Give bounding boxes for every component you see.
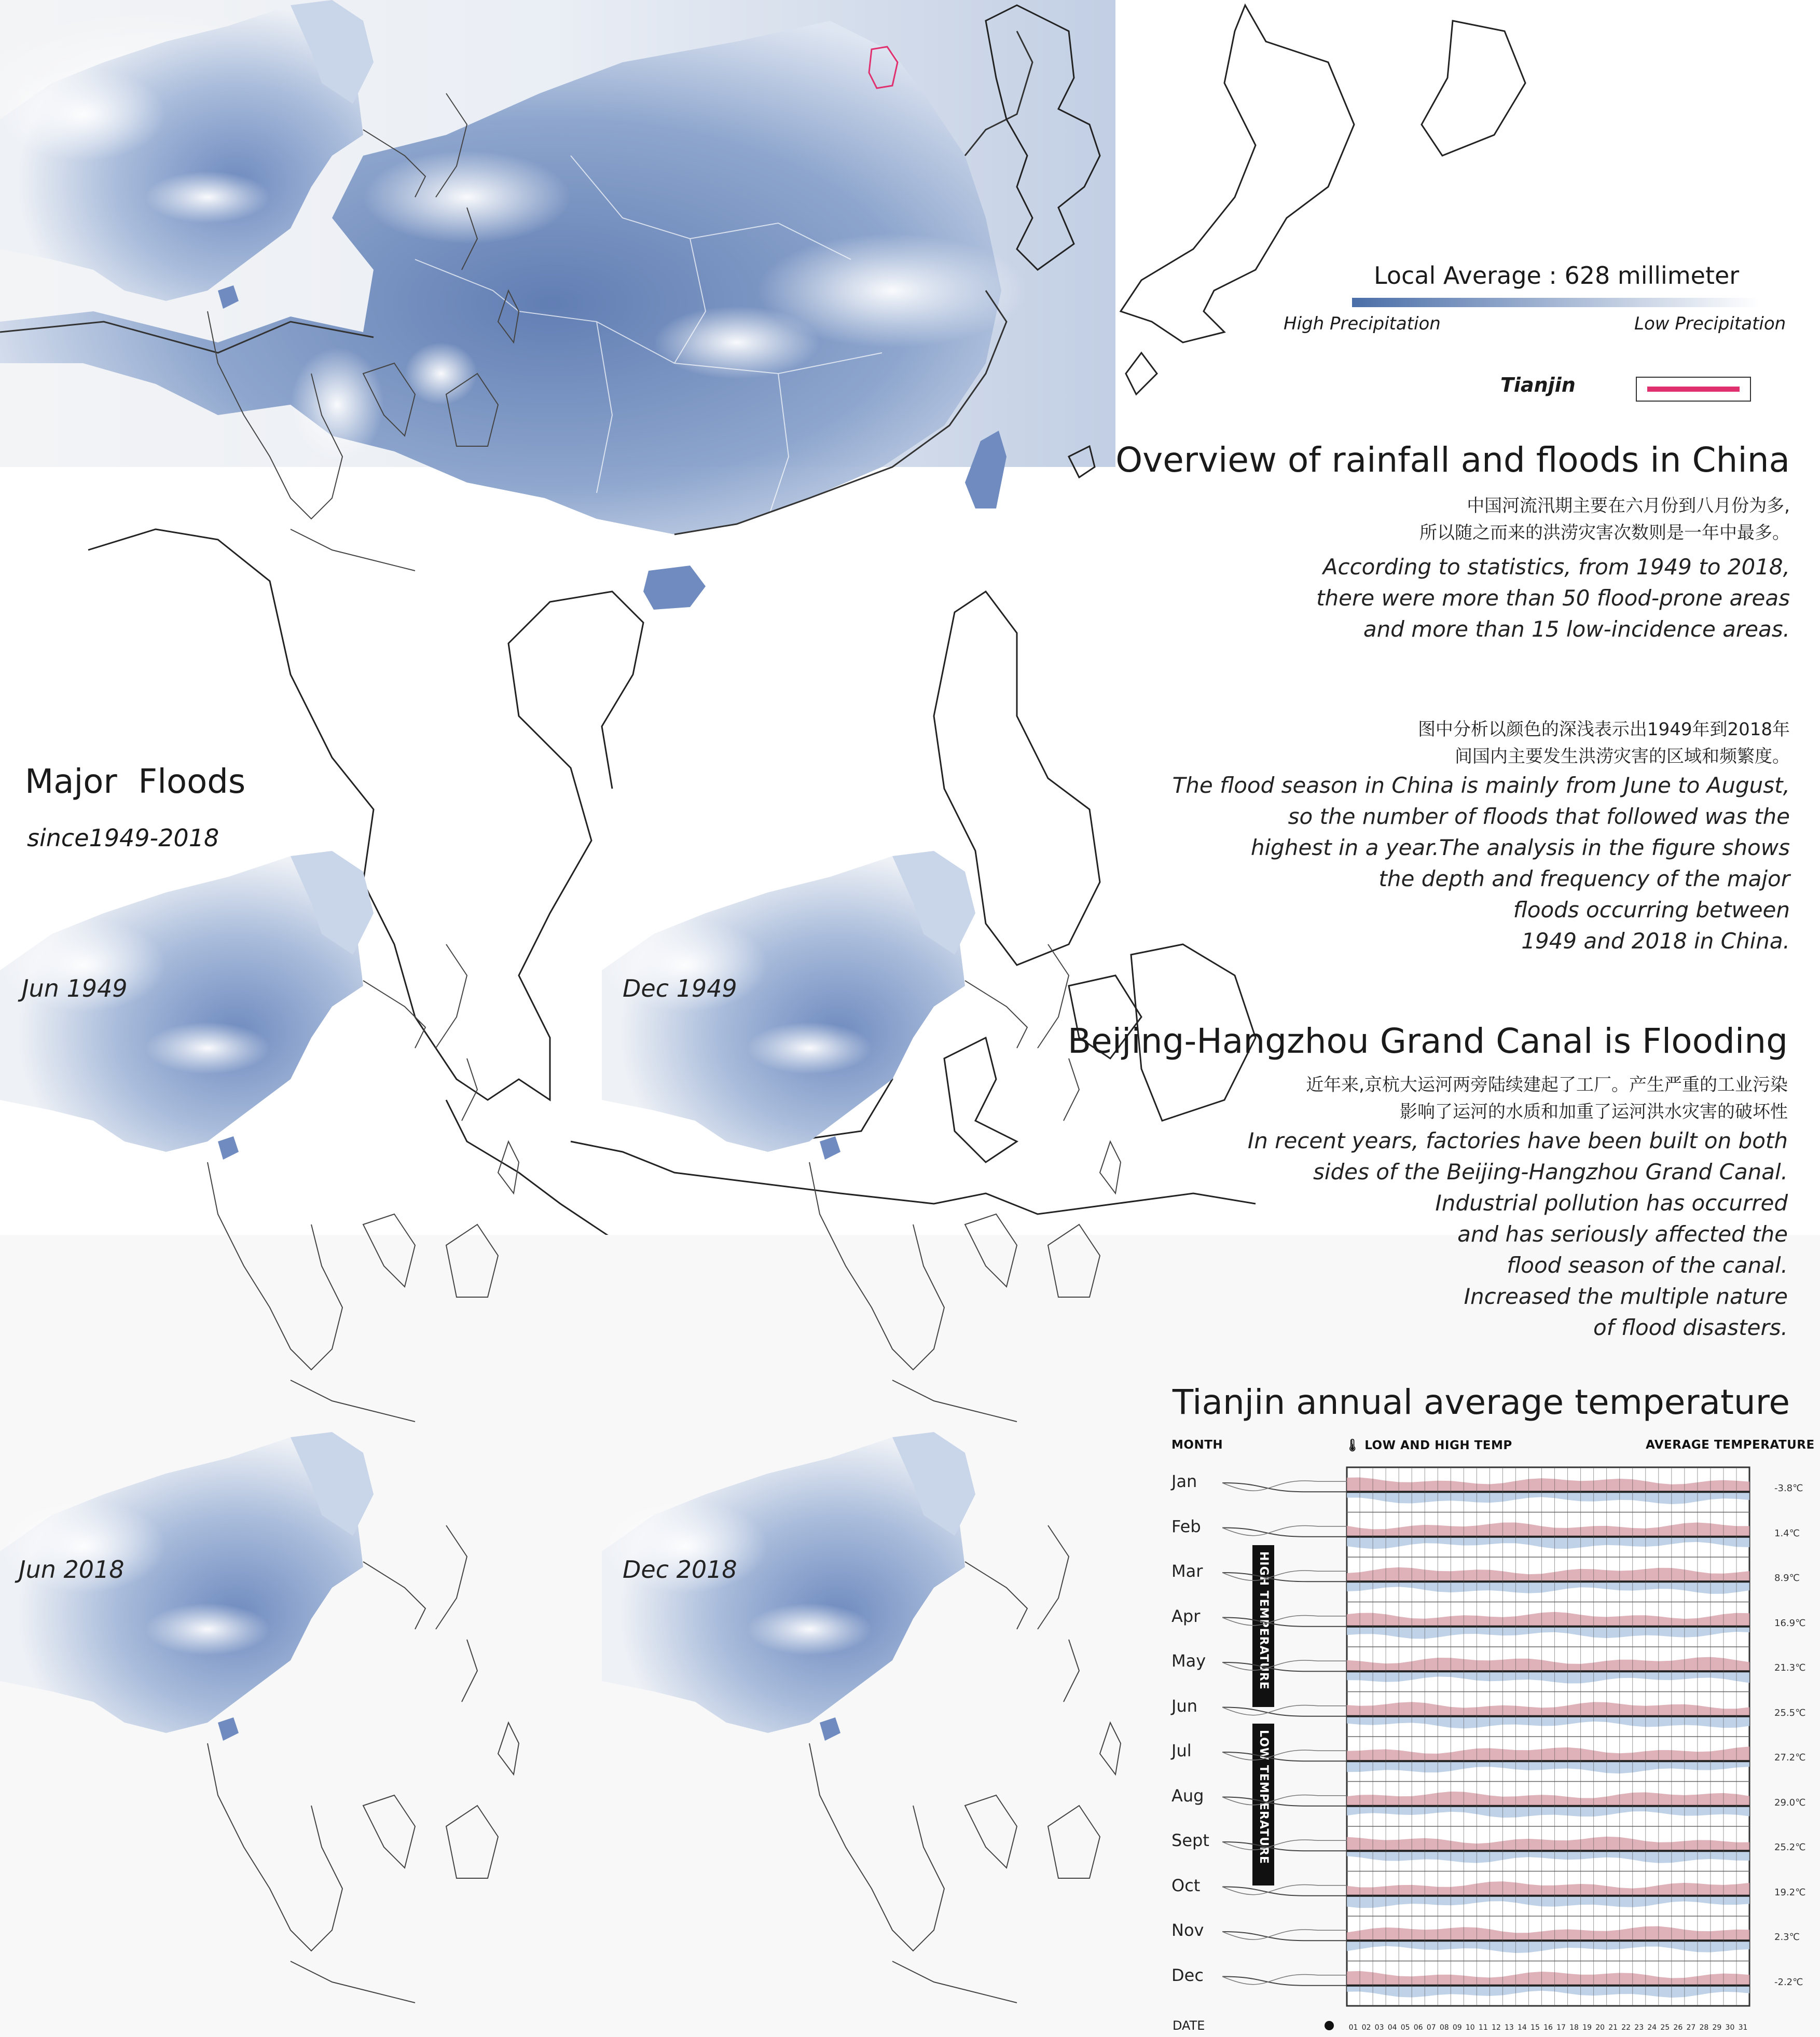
day-tick-label: 01 — [1348, 2024, 1358, 2032]
month-connector — [1222, 1528, 1347, 1537]
average-temp-value: 1.4℃ — [1774, 1527, 1800, 1539]
column-header-month: MONTH — [1171, 1438, 1223, 1452]
month-connector — [1222, 1797, 1347, 1806]
day-tick-label: 21 — [1608, 2024, 1618, 2032]
day-tick-label: 08 — [1439, 2024, 1449, 2032]
month-connector — [1222, 1705, 1347, 1715]
month-connector — [1222, 1932, 1347, 1940]
low-temperature-label: LOW TEMPERATURE — [1252, 1724, 1274, 1885]
month-label: Jun — [1171, 1696, 1197, 1716]
day-tick-label: 14 — [1518, 2024, 1527, 2032]
month-connector — [1222, 1887, 1347, 1896]
month-connector — [1222, 1842, 1347, 1851]
month-connector — [1222, 1660, 1347, 1670]
overview-cn-line-1: 中国河流汛期主要在六月份到八月份为多, — [1467, 496, 1790, 516]
month-label: Apr — [1171, 1606, 1201, 1626]
day-tick-label: 24 — [1647, 2024, 1657, 2032]
average-temp-value: 25.5℃ — [1774, 1707, 1806, 1718]
canal-en-line: of flood disasters. — [1593, 1315, 1788, 1340]
canal-en-line: Increased the multiple nature — [1464, 1284, 1788, 1309]
legend-city-label: Tianjin — [1500, 374, 1576, 396]
day-tick-label: 25 — [1660, 2024, 1670, 2032]
overview-title: Overview of rainfall and floods in China — [1115, 440, 1790, 480]
month-connector — [1222, 1618, 1347, 1627]
overview-en-line-1: According to statistics, from 1949 to 2018, — [1322, 554, 1790, 580]
month-connector — [1222, 1930, 1347, 1939]
legend-high-label: High Precipitation — [1284, 313, 1441, 334]
day-tick-label: 10 — [1465, 2024, 1475, 2032]
day-tick-label: 29 — [1712, 2024, 1722, 2032]
analysis-cn-line-2: 间国内主要发生洪涝灾害的区域和频繁度。 — [1455, 746, 1790, 767]
thermometer-icon: 🌡 — [1345, 1439, 1360, 1452]
canal-en-line: Industrial pollution has occurred — [1435, 1190, 1788, 1216]
day-tick-label: 22 — [1621, 2024, 1631, 2032]
month-connector — [1222, 1752, 1347, 1761]
day-tick-label: 16 — [1543, 2024, 1553, 2032]
day-tick-label: 30 — [1725, 2024, 1735, 2032]
average-temp-value: 21.3℃ — [1774, 1662, 1806, 1673]
month-label: Nov — [1171, 1920, 1204, 1940]
day-tick-label: 27 — [1686, 2024, 1696, 2032]
month-connector — [1222, 1840, 1347, 1850]
month-connector — [1222, 1525, 1347, 1535]
canal-cn-line-1: 近年来,京杭大运河两旁陆续建起了工厂。产生严重的工业污染 — [1306, 1075, 1788, 1095]
legend-average-label: Local Average : 628 millimeter — [1374, 261, 1740, 290]
overview-en-line-2: there were more than 50 flood-prone areas — [1316, 585, 1790, 611]
date-label: DATE — [1173, 2018, 1205, 2033]
month-label: Sept — [1171, 1830, 1209, 1850]
major-floods-title: Major Floods — [25, 763, 246, 801]
clock-icon — [1325, 2021, 1334, 2030]
month-connector — [1222, 1795, 1347, 1805]
month-connector — [1222, 1571, 1347, 1580]
day-tick-label: 20 — [1595, 2024, 1605, 2032]
day-tick-label: 26 — [1673, 2024, 1683, 2032]
column-header-low-high-text: LOW AND HIGH TEMP — [1364, 1439, 1512, 1452]
map-label-dec-2018: Dec 2018 — [623, 1556, 737, 1584]
canal-cn-line-2: 影响了运河的水质和加重了运河洪水灾害的破坏性 — [1400, 1102, 1788, 1122]
canal-en-line: sides of the Beijing-Hangzhou Grand Canal. — [1313, 1159, 1788, 1185]
day-tick-label: 18 — [1569, 2024, 1579, 2032]
month-label: Oct — [1171, 1875, 1201, 1895]
month-connector — [1222, 1974, 1347, 1984]
temperature-title: Tianjin annual average temperature — [1172, 1382, 1790, 1422]
canal-en-line: and has seriously affected the — [1457, 1221, 1788, 1247]
average-temp-value: 2.3℃ — [1774, 1932, 1800, 1943]
month-connector — [1222, 1884, 1347, 1894]
average-temp-value: 16.9℃ — [1774, 1617, 1806, 1629]
average-temp-value: 27.2℃ — [1774, 1752, 1806, 1763]
day-tick-label: 13 — [1504, 2024, 1514, 2032]
month-connector — [1222, 1977, 1347, 1986]
analysis-en-line: floods occurring between — [1513, 897, 1790, 923]
month-connector — [1222, 1708, 1347, 1716]
average-temp-value: 19.2℃ — [1774, 1887, 1806, 1898]
overview-cn-line-2: 所以随之而来的洪涝灾害次数则是一年中最多。 — [1419, 522, 1790, 543]
average-temp-value: -2.2℃ — [1774, 1976, 1803, 1988]
month-connector — [1222, 1481, 1347, 1491]
month-label: Feb — [1171, 1516, 1201, 1536]
canal-en-line: flood season of the canal. — [1507, 1253, 1788, 1278]
month-connector — [1222, 1573, 1347, 1581]
average-temp-value: 25.2℃ — [1774, 1842, 1806, 1853]
day-tick-label: 03 — [1374, 2024, 1384, 2032]
high-temperature-label: HIGH TEMPERATURE — [1252, 1545, 1274, 1707]
analysis-en-line: The flood season in China is mainly from June to August, — [1172, 773, 1790, 798]
analysis-cn-line-1: 图中分析以颜色的深浅表示出1949年到2018年 — [1417, 719, 1790, 740]
day-tick-label: 19 — [1582, 2024, 1592, 2032]
average-temp-value: 8.9℃ — [1774, 1573, 1800, 1584]
day-tick-label: 17 — [1556, 2024, 1566, 2032]
day-tick-label: 28 — [1699, 2024, 1709, 2032]
average-temp-value: 29.0℃ — [1774, 1797, 1806, 1808]
month-label: Aug — [1171, 1785, 1204, 1806]
month-connector — [1222, 1483, 1347, 1492]
analysis-en-line: so the number of floods that followed was the — [1288, 804, 1790, 829]
month-connector — [1222, 1750, 1347, 1760]
day-tick-label: 04 — [1387, 2024, 1397, 2032]
map-label-jun-2018: Jun 2018 — [19, 1556, 125, 1584]
month-connector — [1222, 1662, 1347, 1671]
map-label-dec-1949: Dec 1949 — [623, 974, 737, 1002]
day-tick-label: 05 — [1400, 2024, 1410, 2032]
analysis-en-line: highest in a year.The analysis in the figure shows — [1250, 835, 1790, 860]
map-label-jun-1949: Jun 1949 — [22, 974, 128, 1002]
month-label: Jan — [1171, 1471, 1197, 1491]
day-tick-label: 23 — [1634, 2024, 1644, 2032]
day-tick-label: 06 — [1413, 2024, 1423, 2032]
analysis-en-line: 1949 and 2018 in China. — [1521, 928, 1790, 954]
analysis-en-line: the depth and frequency of the major — [1378, 866, 1790, 891]
average-temp-value: -3.8℃ — [1774, 1483, 1803, 1494]
major-floods-subtitle: since1949-2018 — [27, 824, 219, 852]
canal-title: Beijing-Hangzhou Grand Canal is Flooding — [1067, 1021, 1788, 1061]
month-label: Mar — [1171, 1561, 1203, 1581]
legend-low-label: Low Precipitation — [1634, 313, 1786, 334]
day-tick-label: 31 — [1738, 2024, 1748, 2032]
column-header-average: AVERAGE TEMPERATURE — [1646, 1438, 1815, 1452]
overview-en-line-3: and more than 15 low-incidence areas. — [1363, 616, 1790, 642]
day-tick-label: 15 — [1531, 2024, 1540, 2032]
month-label: May — [1171, 1651, 1206, 1671]
canal-en-line: In recent years, factories have been built on both — [1247, 1128, 1788, 1153]
day-tick-label: 07 — [1426, 2024, 1436, 2032]
day-tick-label: 12 — [1491, 2024, 1501, 2032]
month-label: Jul — [1171, 1741, 1192, 1760]
day-tick-label: 11 — [1478, 2024, 1488, 2032]
day-tick-label: 09 — [1452, 2024, 1462, 2032]
month-label: Dec — [1171, 1965, 1204, 1985]
month-connector — [1222, 1615, 1347, 1625]
day-tick-label: 02 — [1361, 2024, 1371, 2032]
